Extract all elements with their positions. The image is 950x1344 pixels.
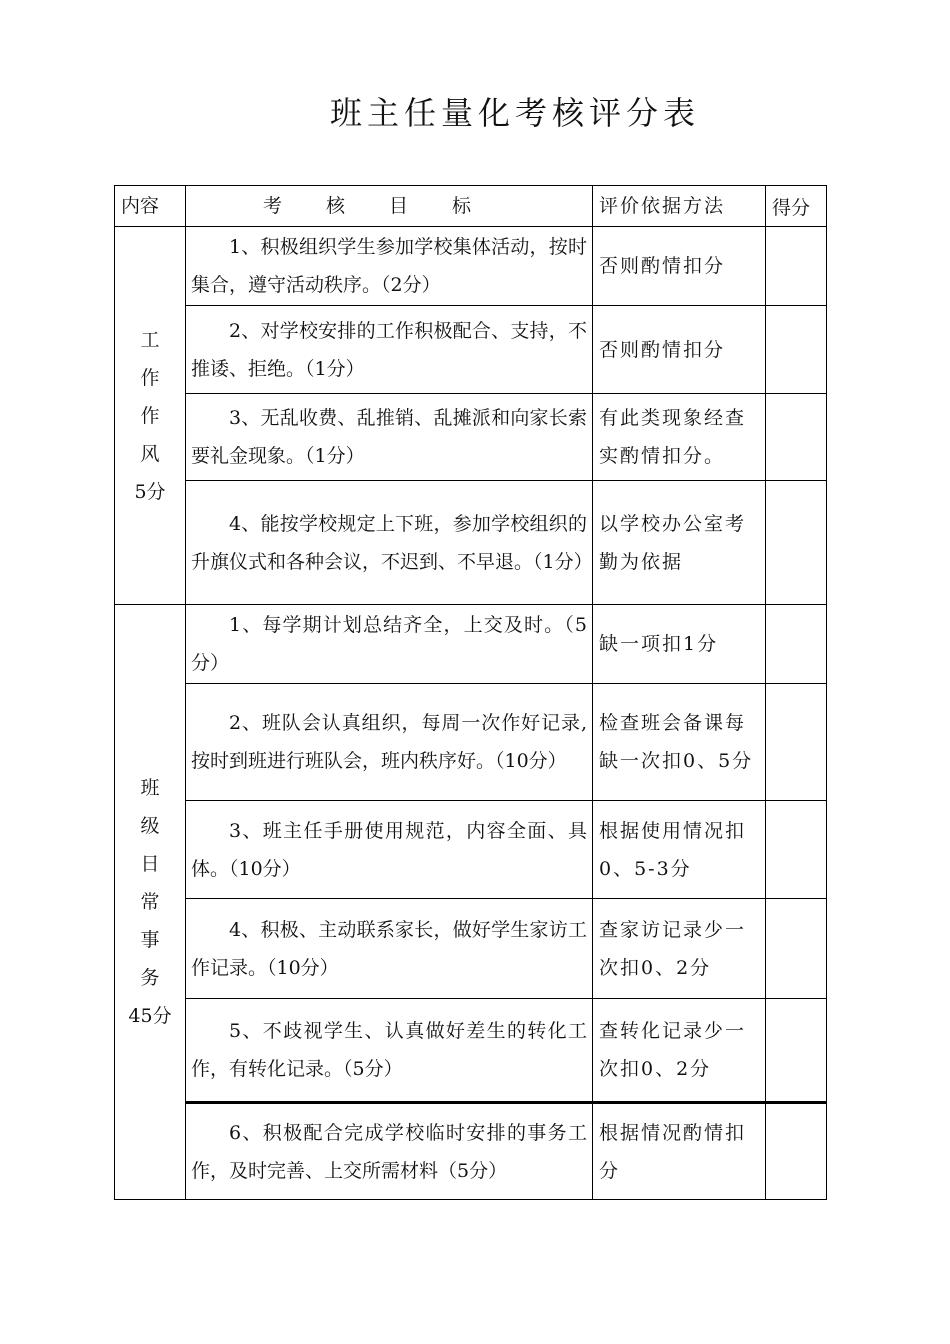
score-cell[interactable] [766, 684, 827, 801]
category-points: 45分 [128, 1005, 172, 1027]
objective-text: 5、不歧视学生、认真做好差生的转化工作，有转化记录。（5分） [191, 1020, 587, 1080]
method-cell: 查家访记录少一次扣0、2分 [593, 899, 766, 999]
header-category: 内容 [115, 186, 186, 227]
category-cell-class-affairs [115, 605, 186, 1200]
method-cell: 缺一项扣1分 [593, 605, 766, 684]
method-cell: 有此类现象经查实酌情扣分。 [593, 394, 766, 481]
objective-cell [186, 481, 593, 605]
category-char: 务 [140, 967, 160, 989]
objective-text: 1、每学期计划总结齐全，上交及时。（5分） [191, 614, 587, 674]
category-char: 常 [140, 891, 160, 913]
objective-text: 6、积极配合完成学校临时安排的事务工作，及时完善、上交所需材料（5分） [191, 1121, 587, 1182]
objective-text: 3、无乱收费、乱推销、乱摊派和向家长索要礼金现象。（1分） [191, 407, 587, 467]
score-cell[interactable] [766, 306, 827, 394]
category-char: 风 [140, 442, 160, 465]
table-header-row [115, 186, 827, 227]
table-row [115, 394, 827, 481]
table-row [115, 605, 827, 684]
table-row [115, 227, 827, 306]
method-cell: 根据使用情况扣0、5-3分 [593, 801, 766, 899]
table-row [115, 1103, 827, 1200]
method-cell: 以学校办公室考勤为依据 [593, 481, 766, 605]
objective-cell [186, 306, 593, 394]
header-method: 评价依据方法 [593, 186, 766, 227]
objective-cell [186, 801, 593, 899]
table-row [115, 684, 827, 801]
score-cell[interactable] [766, 899, 827, 999]
method-cell: 否则酌情扣分 [593, 306, 766, 394]
evaluation-table [114, 185, 827, 1200]
objective-cell [186, 999, 593, 1103]
objective-text: 4、积极、主动联系家长，做好学生家访工作记录。（10分） [191, 918, 587, 979]
method-cell: 检查班会备课每缺一次扣0、5分 [593, 684, 766, 801]
objective-text: 1、积极组织学生参加学校集体活动，按时集合，遵守活动秩序。（2分） [191, 236, 587, 296]
method-cell: 根据情况酌情扣分 [593, 1103, 766, 1200]
objective-cell [186, 684, 593, 801]
category-char: 作 [140, 366, 160, 389]
objective-text: 2、对学校安排的工作积极配合、支持，不推诿、拒绝。（1分） [191, 319, 587, 380]
category-char: 作 [140, 404, 160, 427]
score-cell[interactable] [766, 1103, 827, 1200]
category-char: 班 [140, 777, 160, 799]
table-row [115, 481, 827, 605]
page-title: 班主任量化考核评分表 [329, 94, 700, 132]
objective-cell [186, 227, 593, 306]
table-row [115, 306, 827, 394]
category-points: 5分 [134, 480, 166, 503]
header-objective: 考核目标 [186, 186, 593, 227]
score-cell[interactable] [766, 605, 827, 684]
category-char: 事 [140, 929, 160, 951]
score-cell[interactable] [766, 801, 827, 899]
score-cell[interactable] [766, 481, 827, 605]
score-cell[interactable] [766, 999, 827, 1103]
method-cell: 查转化记录少一次扣0、2分 [593, 999, 766, 1103]
category-cell-work-style [115, 227, 186, 605]
category-char: 级 [140, 815, 160, 837]
table-row [115, 999, 827, 1103]
score-cell[interactable] [766, 394, 827, 481]
objective-text: 3、班主任手册使用规范，内容全面、具体。（10分） [191, 819, 587, 880]
table-row [115, 801, 827, 899]
score-cell[interactable] [766, 227, 827, 306]
objective-cell [186, 394, 593, 481]
objective-cell [186, 1103, 593, 1200]
category-char: 日 [140, 853, 160, 875]
objective-text: 4、能按学校规定上下班，参加学校组织的升旗仪式和各种会议，不迟到、不早退。（1分） [191, 512, 593, 573]
objective-cell [186, 899, 593, 999]
table-row [115, 899, 827, 999]
category-char: 工 [140, 328, 160, 351]
header-score: 得分 [766, 186, 827, 227]
objective-cell [186, 605, 593, 684]
method-cell: 否则酌情扣分 [593, 227, 766, 306]
objective-text: 2、班队会认真组织，每周一次作好记录,按时到班进行班队会，班内秩序好。（10分） [191, 712, 587, 772]
